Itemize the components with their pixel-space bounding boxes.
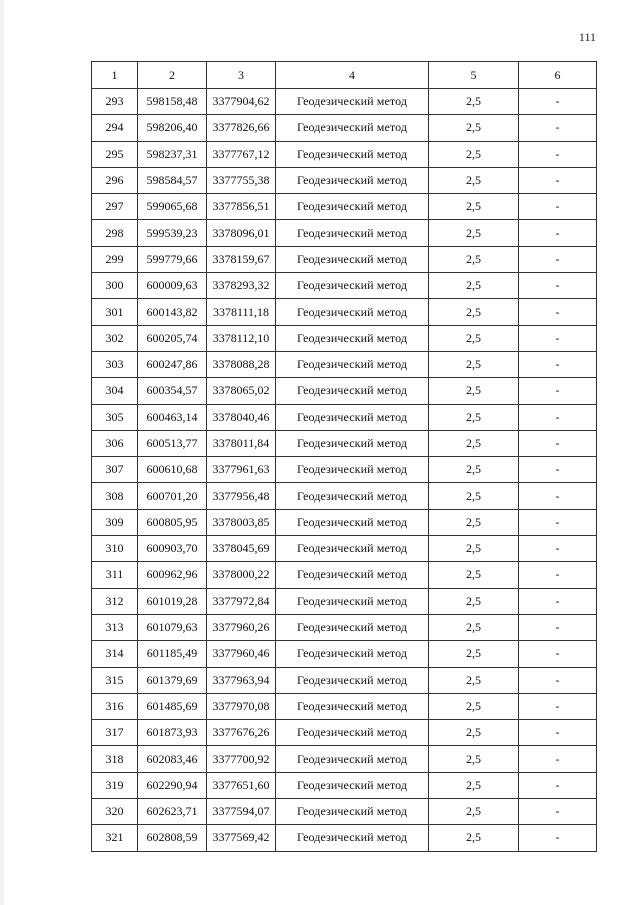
accuracy-cell: 2,5 — [429, 220, 519, 246]
y-coordinate-cell: 3377856,51 — [207, 194, 276, 220]
method-cell: Геодезический метод — [276, 772, 429, 798]
note-cell: - — [519, 536, 597, 562]
note-cell: - — [519, 378, 597, 404]
note-cell: - — [519, 457, 597, 483]
column-header-4: 4 — [276, 62, 429, 89]
point-number-cell: 297 — [92, 194, 138, 220]
y-coordinate-cell: 3377960,26 — [207, 614, 276, 640]
point-number-cell: 296 — [92, 167, 138, 193]
accuracy-cell: 2,5 — [429, 799, 519, 825]
table-row — [92, 325, 597, 351]
column-header-1: 1 — [92, 62, 138, 89]
column-header-5: 5 — [429, 62, 519, 89]
table-row — [92, 167, 597, 193]
y-coordinate-cell: 3378003,85 — [207, 509, 276, 535]
x-coordinate-cell: 598158,48 — [138, 89, 207, 115]
note-cell: - — [519, 772, 597, 798]
point-number-cell: 320 — [92, 799, 138, 825]
table-row — [92, 273, 597, 299]
point-number-cell: 301 — [92, 299, 138, 325]
point-number-cell: 315 — [92, 667, 138, 693]
note-cell: - — [519, 614, 597, 640]
point-number-cell: 303 — [92, 351, 138, 377]
accuracy-cell: 2,5 — [429, 141, 519, 167]
method-cell: Геодезический метод — [276, 720, 429, 746]
column-header-3: 3 — [207, 62, 276, 89]
point-number-cell: 298 — [92, 220, 138, 246]
point-number-cell: 306 — [92, 430, 138, 456]
y-coordinate-cell: 3378000,22 — [207, 562, 276, 588]
point-number-cell: 314 — [92, 641, 138, 667]
table-row — [92, 246, 597, 272]
table-row — [92, 483, 597, 509]
method-cell: Геодезический метод — [276, 641, 429, 667]
note-cell: - — [519, 325, 597, 351]
accuracy-cell: 2,5 — [429, 430, 519, 456]
x-coordinate-cell: 600205,74 — [138, 325, 207, 351]
y-coordinate-cell: 3378088,28 — [207, 351, 276, 377]
note-cell: - — [519, 115, 597, 141]
accuracy-cell: 2,5 — [429, 772, 519, 798]
table-row — [92, 89, 597, 115]
accuracy-cell: 2,5 — [429, 641, 519, 667]
note-cell: - — [519, 720, 597, 746]
table-row — [92, 667, 597, 693]
method-cell: Геодезический метод — [276, 799, 429, 825]
note-cell: - — [519, 273, 597, 299]
note-cell: - — [519, 404, 597, 430]
method-cell: Геодезический метод — [276, 194, 429, 220]
point-number-cell: 317 — [92, 720, 138, 746]
y-coordinate-cell: 3377904,62 — [207, 89, 276, 115]
x-coordinate-cell: 601185,49 — [138, 641, 207, 667]
x-coordinate-cell: 599539,23 — [138, 220, 207, 246]
accuracy-cell: 2,5 — [429, 693, 519, 719]
method-cell: Геодезический метод — [276, 299, 429, 325]
method-cell: Геодезический метод — [276, 325, 429, 351]
y-coordinate-cell: 3378045,69 — [207, 536, 276, 562]
y-coordinate-cell: 3378111,18 — [207, 299, 276, 325]
x-coordinate-cell: 598237,31 — [138, 141, 207, 167]
note-cell: - — [519, 693, 597, 719]
table-row — [92, 430, 597, 456]
point-number-cell: 312 — [92, 588, 138, 614]
accuracy-cell: 2,5 — [429, 483, 519, 509]
y-coordinate-cell: 3378293,32 — [207, 273, 276, 299]
point-number-cell: 309 — [92, 509, 138, 535]
coordinates-table — [91, 61, 597, 852]
note-cell: - — [519, 509, 597, 535]
x-coordinate-cell: 602290,94 — [138, 772, 207, 798]
accuracy-cell: 2,5 — [429, 614, 519, 640]
point-number-cell: 307 — [92, 457, 138, 483]
y-coordinate-cell: 3378096,01 — [207, 220, 276, 246]
table-row — [92, 509, 597, 535]
method-cell: Геодезический метод — [276, 89, 429, 115]
table-row — [92, 588, 597, 614]
accuracy-cell: 2,5 — [429, 378, 519, 404]
y-coordinate-cell: 3377826,66 — [207, 115, 276, 141]
note-cell: - — [519, 194, 597, 220]
x-coordinate-cell: 600701,20 — [138, 483, 207, 509]
x-coordinate-cell: 600805,95 — [138, 509, 207, 535]
note-cell: - — [519, 430, 597, 456]
y-coordinate-cell: 3378112,10 — [207, 325, 276, 351]
x-coordinate-cell: 600354,57 — [138, 378, 207, 404]
table-row — [92, 772, 597, 798]
point-number-cell: 293 — [92, 89, 138, 115]
x-coordinate-cell: 600009,63 — [138, 273, 207, 299]
method-cell: Геодезический метод — [276, 273, 429, 299]
note-cell: - — [519, 562, 597, 588]
accuracy-cell: 2,5 — [429, 720, 519, 746]
point-number-cell: 310 — [92, 536, 138, 562]
x-coordinate-cell: 601019,28 — [138, 588, 207, 614]
accuracy-cell: 2,5 — [429, 404, 519, 430]
accuracy-cell: 2,5 — [429, 536, 519, 562]
point-number-cell: 305 — [92, 404, 138, 430]
table-row — [92, 378, 597, 404]
point-number-cell: 308 — [92, 483, 138, 509]
accuracy-cell: 2,5 — [429, 825, 519, 851]
accuracy-cell: 2,5 — [429, 457, 519, 483]
y-coordinate-cell: 3378011,84 — [207, 430, 276, 456]
y-coordinate-cell: 3377755,38 — [207, 167, 276, 193]
column-header-6: 6 — [519, 62, 597, 89]
accuracy-cell: 2,5 — [429, 325, 519, 351]
y-coordinate-cell: 3377700,92 — [207, 746, 276, 772]
y-coordinate-cell: 3378159,67 — [207, 246, 276, 272]
note-cell: - — [519, 246, 597, 272]
method-cell: Геодезический метод — [276, 693, 429, 719]
point-number-cell: 304 — [92, 378, 138, 404]
method-cell: Геодезический метод — [276, 509, 429, 535]
table-row — [92, 299, 597, 325]
note-cell: - — [519, 825, 597, 851]
y-coordinate-cell: 3377963,94 — [207, 667, 276, 693]
method-cell: Геодезический метод — [276, 614, 429, 640]
point-number-cell: 300 — [92, 273, 138, 299]
y-coordinate-cell: 3377956,48 — [207, 483, 276, 509]
method-cell: Геодезический метод — [276, 562, 429, 588]
note-cell: - — [519, 588, 597, 614]
method-cell: Геодезический метод — [276, 588, 429, 614]
method-cell: Геодезический метод — [276, 220, 429, 246]
point-number-cell: 295 — [92, 141, 138, 167]
table-row — [92, 562, 597, 588]
method-cell: Геодезический метод — [276, 404, 429, 430]
table-body — [92, 89, 597, 852]
x-coordinate-cell: 602623,71 — [138, 799, 207, 825]
point-number-cell: 321 — [92, 825, 138, 851]
x-coordinate-cell: 600513,77 — [138, 430, 207, 456]
table-row — [92, 351, 597, 377]
table-row — [92, 693, 597, 719]
accuracy-cell: 2,5 — [429, 273, 519, 299]
table-row — [92, 720, 597, 746]
x-coordinate-cell: 602808,59 — [138, 825, 207, 851]
method-cell: Геодезический метод — [276, 746, 429, 772]
page-number: 111 — [578, 30, 596, 44]
note-cell: - — [519, 351, 597, 377]
x-coordinate-cell: 601379,69 — [138, 667, 207, 693]
y-coordinate-cell: 3378065,02 — [207, 378, 276, 404]
point-number-cell: 299 — [92, 246, 138, 272]
y-coordinate-cell: 3377676,26 — [207, 720, 276, 746]
table-row — [92, 799, 597, 825]
y-coordinate-cell: 3377972,84 — [207, 588, 276, 614]
y-coordinate-cell: 3377961,63 — [207, 457, 276, 483]
point-number-cell: 318 — [92, 746, 138, 772]
x-coordinate-cell: 598206,40 — [138, 115, 207, 141]
method-cell: Геодезический метод — [276, 667, 429, 693]
accuracy-cell: 2,5 — [429, 562, 519, 588]
x-coordinate-cell: 599779,66 — [138, 246, 207, 272]
method-cell: Геодезический метод — [276, 430, 429, 456]
table-row — [92, 457, 597, 483]
method-cell: Геодезический метод — [276, 483, 429, 509]
x-coordinate-cell: 600143,82 — [138, 299, 207, 325]
y-coordinate-cell: 3377970,08 — [207, 693, 276, 719]
accuracy-cell: 2,5 — [429, 167, 519, 193]
accuracy-cell: 2,5 — [429, 194, 519, 220]
x-coordinate-cell: 600463,14 — [138, 404, 207, 430]
point-number-cell: 316 — [92, 693, 138, 719]
x-coordinate-cell: 600962,96 — [138, 562, 207, 588]
point-number-cell: 294 — [92, 115, 138, 141]
page-left-edge — [0, 0, 4, 905]
point-number-cell: 319 — [92, 772, 138, 798]
y-coordinate-cell: 3377651,60 — [207, 772, 276, 798]
note-cell: - — [519, 89, 597, 115]
y-coordinate-cell: 3377594,07 — [207, 799, 276, 825]
x-coordinate-cell: 602083,46 — [138, 746, 207, 772]
table-row — [92, 536, 597, 562]
accuracy-cell: 2,5 — [429, 509, 519, 535]
accuracy-cell: 2,5 — [429, 246, 519, 272]
x-coordinate-cell: 600903,70 — [138, 536, 207, 562]
x-coordinate-cell: 601873,93 — [138, 720, 207, 746]
accuracy-cell: 2,5 — [429, 351, 519, 377]
y-coordinate-cell: 3377767,12 — [207, 141, 276, 167]
note-cell: - — [519, 667, 597, 693]
method-cell: Геодезический метод — [276, 141, 429, 167]
note-cell: - — [519, 299, 597, 325]
method-cell: Геодезический метод — [276, 115, 429, 141]
method-cell: Геодезический метод — [276, 167, 429, 193]
accuracy-cell: 2,5 — [429, 588, 519, 614]
table-row — [92, 746, 597, 772]
table-header — [92, 62, 597, 89]
column-header-2: 2 — [138, 62, 207, 89]
table-row — [92, 141, 597, 167]
table-row — [92, 404, 597, 430]
accuracy-cell: 2,5 — [429, 667, 519, 693]
table-row — [92, 641, 597, 667]
x-coordinate-cell: 601079,63 — [138, 614, 207, 640]
x-coordinate-cell: 601485,69 — [138, 693, 207, 719]
note-cell: - — [519, 641, 597, 667]
x-coordinate-cell: 600247,86 — [138, 351, 207, 377]
header-row — [92, 62, 597, 89]
table-row — [92, 614, 597, 640]
method-cell: Геодезический метод — [276, 825, 429, 851]
x-coordinate-cell: 600610,68 — [138, 457, 207, 483]
point-number-cell: 313 — [92, 614, 138, 640]
point-number-cell: 302 — [92, 325, 138, 351]
accuracy-cell: 2,5 — [429, 299, 519, 325]
table-row — [92, 825, 597, 851]
note-cell: - — [519, 799, 597, 825]
method-cell: Геодезический метод — [276, 378, 429, 404]
note-cell: - — [519, 167, 597, 193]
note-cell: - — [519, 220, 597, 246]
table-row — [92, 115, 597, 141]
method-cell: Геодезический метод — [276, 457, 429, 483]
method-cell: Геодезический метод — [276, 246, 429, 272]
y-coordinate-cell: 3377569,42 — [207, 825, 276, 851]
note-cell: - — [519, 746, 597, 772]
accuracy-cell: 2,5 — [429, 746, 519, 772]
accuracy-cell: 2,5 — [429, 89, 519, 115]
method-cell: Геодезический метод — [276, 351, 429, 377]
table-row — [92, 220, 597, 246]
point-number-cell: 311 — [92, 562, 138, 588]
x-coordinate-cell: 599065,68 — [138, 194, 207, 220]
table-row — [92, 194, 597, 220]
y-coordinate-cell: 3378040,46 — [207, 404, 276, 430]
note-cell: - — [519, 141, 597, 167]
accuracy-cell: 2,5 — [429, 115, 519, 141]
y-coordinate-cell: 3377960,46 — [207, 641, 276, 667]
method-cell: Геодезический метод — [276, 536, 429, 562]
x-coordinate-cell: 598584,57 — [138, 167, 207, 193]
note-cell: - — [519, 483, 597, 509]
